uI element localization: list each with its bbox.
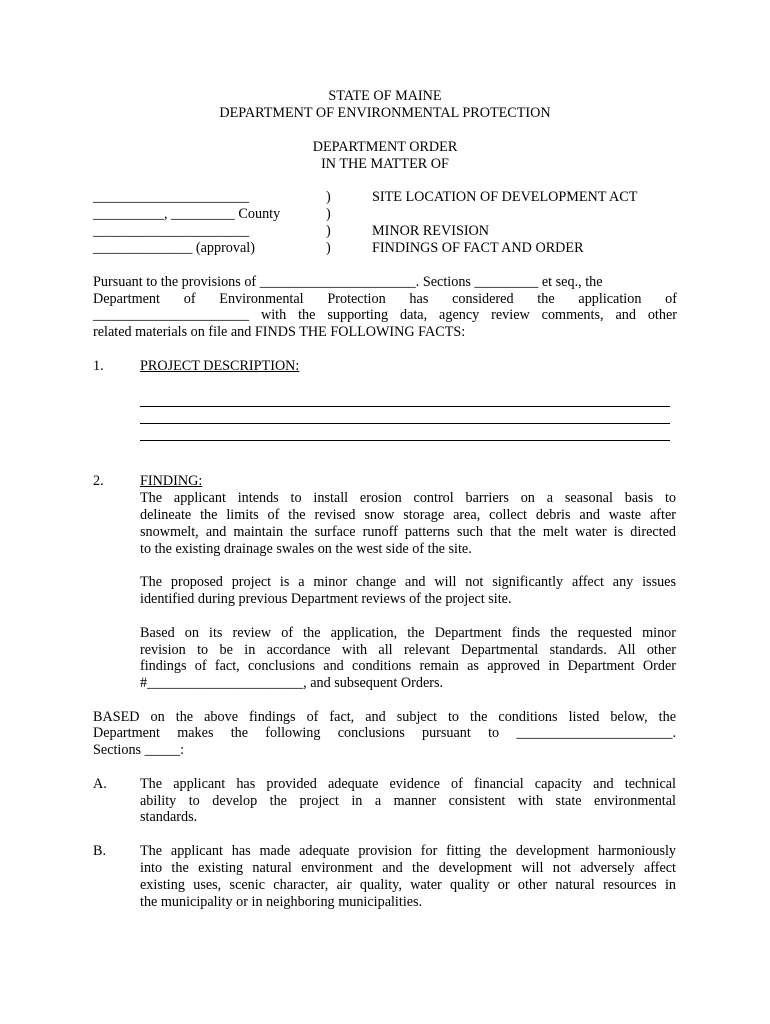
conclusion-b-line: The applicant has made adequate provision for fitting the development harmoniously xyxy=(140,843,676,859)
finding-para-line: to the existing drainage swales on the west side of the site. xyxy=(140,541,472,557)
conclusion-a-line: standards. xyxy=(140,809,198,825)
finding-para-line: findings of fact, conclusions and conditions remain as approved in Department Order xyxy=(140,658,676,674)
caption-county-line: __________, _________ County xyxy=(93,206,281,222)
finding-para-line: revision to be in accordance with all relevant Departmental standards. All other xyxy=(140,642,676,658)
finding-para-line: The proposed project is a minor change and will not significantly affect any issues xyxy=(140,574,676,590)
blank-line xyxy=(140,423,670,424)
caption-approval-line: ______________ (approval) xyxy=(93,240,255,256)
caption-paren: ) xyxy=(326,189,331,205)
intro-line: Department of Environmental Protection has considered the application of xyxy=(93,291,677,307)
intro-line: Pursuant to the provisions of ______________________. Sections _________ et seq., the xyxy=(93,274,603,290)
caption-left-line: ______________________ xyxy=(93,189,250,205)
finding-para-line: identified during previous Department reviews of the project site. xyxy=(140,591,512,607)
based-line: Sections _____: xyxy=(93,742,185,758)
conclusion-letter: B. xyxy=(93,843,107,859)
caption-act-title: SITE LOCATION OF DEVELOPMENT ACT xyxy=(372,189,638,205)
conclusion-letter: A. xyxy=(93,776,107,792)
finding-para-line: snowmelt, and maintain the surface runoff patterns such that the melt water is directed xyxy=(140,524,676,540)
conclusion-b-line: existing uses, scenic character, air quality, water quality or other natural resources in xyxy=(140,877,676,893)
based-line: Department makes the following conclusions pursuant to ______________________. xyxy=(93,725,676,741)
conclusion-b-line: into the existing natural environment and the development will not adversely affect xyxy=(140,860,676,876)
project-description-heading: PROJECT DESCRIPTION: xyxy=(140,358,300,374)
conclusion-a-line: The applicant has provided adequate evidence of financial capacity and technical xyxy=(140,776,676,792)
caption-paren: ) xyxy=(326,240,331,256)
finding-para-line: The applicant intends to install erosion control barriers on a seasonal basis to xyxy=(140,490,676,506)
finding-para-line: #______________________, and subsequent Orders. xyxy=(140,675,444,691)
caption-findings-title: FINDINGS OF FACT AND ORDER xyxy=(372,240,584,256)
finding-para-line: Based on its review of the application, the Department finds the requested minor xyxy=(140,625,676,641)
caption-paren: ) xyxy=(326,223,331,239)
section-number: 1. xyxy=(93,358,104,374)
conclusion-a-line: ability to develop the project in a manner consistent with state environmental xyxy=(140,793,676,809)
intro-line: ______________________ with the supporting data, agency review comments, and other xyxy=(93,307,677,323)
caption-paren: ) xyxy=(326,206,331,222)
intro-line: related materials on file and FINDS THE FOLLOWING FACTS: xyxy=(93,324,466,340)
caption-minor-revision: MINOR REVISION xyxy=(372,223,490,239)
caption-left-line: ______________________ xyxy=(93,223,250,239)
blank-line xyxy=(140,406,670,407)
section-number: 2. xyxy=(93,473,104,489)
order-title: DEPARTMENT ORDER xyxy=(312,139,458,155)
finding-para-line: delineate the limits of the revised snow storage area, collect debris and waste after xyxy=(140,507,676,523)
finding-heading: FINDING: xyxy=(140,473,203,489)
state-heading: STATE OF MAINE xyxy=(328,88,442,104)
conclusion-b-line: the municipality or in neighboring municipalities. xyxy=(140,894,423,910)
matter-heading: IN THE MATTER OF xyxy=(321,156,449,172)
based-line: BASED on the above findings of fact, and subject to the conditions listed below, the xyxy=(93,709,676,725)
blank-line xyxy=(140,440,670,441)
department-heading: DEPARTMENT OF ENVIRONMENTAL PROTECTION xyxy=(219,105,551,121)
